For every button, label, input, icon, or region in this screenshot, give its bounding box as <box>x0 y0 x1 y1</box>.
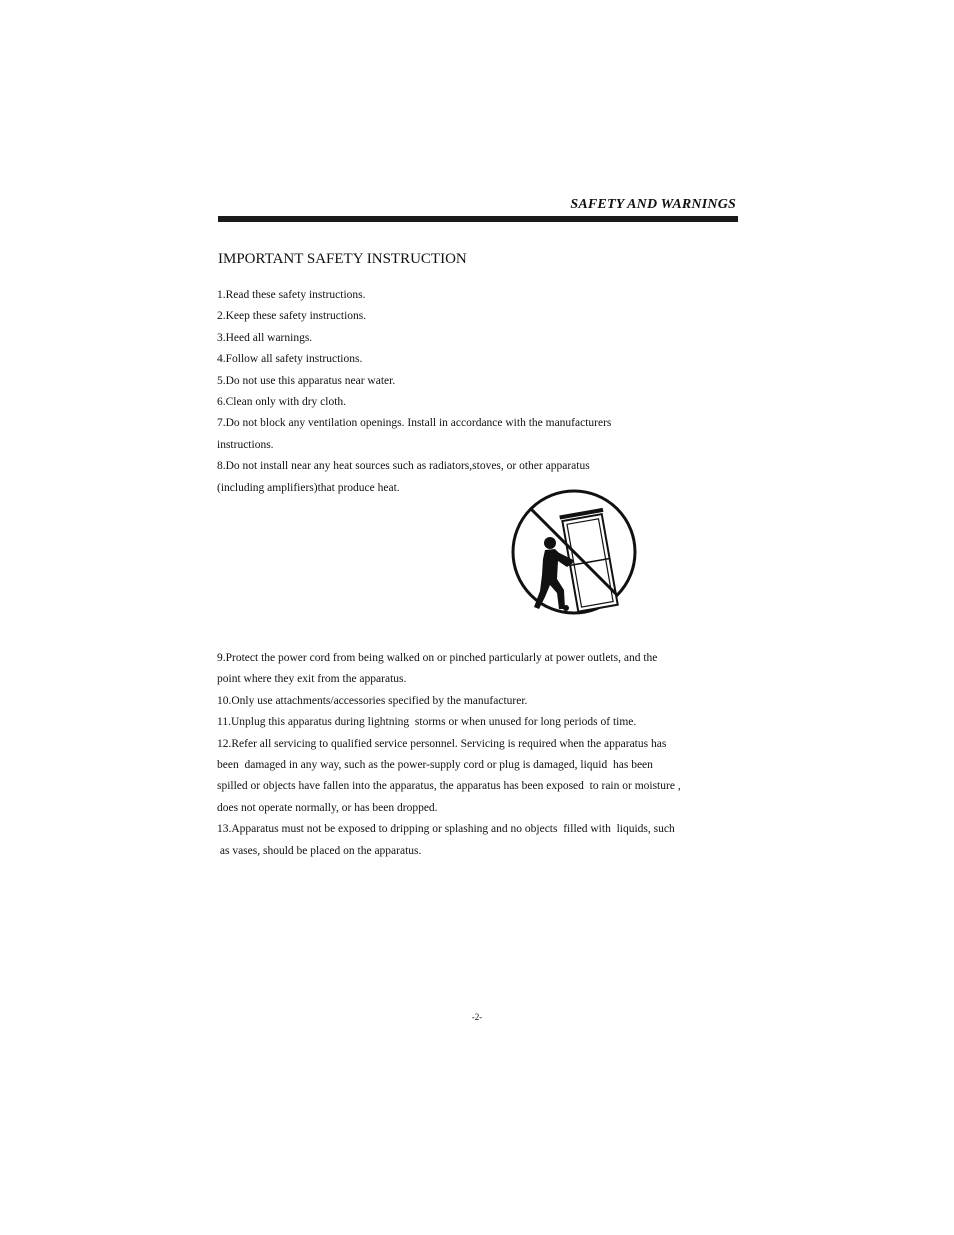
list-item: instructions. <box>217 438 274 451</box>
instruction-list-part2 <box>217 648 747 862</box>
list-item: spilled or objects have fallen into the apparatus, the apparatus has been exposed to rain or moisture , <box>217 780 681 793</box>
list-item: point where they exit from the apparatus. <box>217 673 407 686</box>
page-number: -2- <box>471 1012 483 1022</box>
instruction-list-part1 <box>217 285 747 499</box>
section-title: SAFETY AND WARNINGS <box>570 197 736 212</box>
list-item: 3.Heed all warnings. <box>217 331 313 344</box>
page-heading: IMPORTANT SAFETY INSTRUCTION <box>218 251 467 267</box>
list-item: 2.Keep these safety instructions. <box>217 310 367 323</box>
list-item: been damaged in any way, such as the power-supply cord or plug is damaged, liquid has been <box>217 759 653 772</box>
list-item: 8.Do not install near any heat sources such as radiators,stoves, or other apparatus <box>217 460 590 473</box>
list-item: 11.Unplug this apparatus during lightning storms or when unused for long periods of time. <box>217 716 637 729</box>
list-item: 1.Read these safety instructions. <box>217 289 366 301</box>
list-item: 10.Only use attachments/accessories specified by the manufacturer. <box>217 694 528 707</box>
list-item: 5.Do not use this apparatus near water. <box>217 374 396 387</box>
header-rule <box>218 216 738 222</box>
list-item: 6.Clean only with dry cloth. <box>217 396 347 409</box>
list-item: 13.Apparatus must not be exposed to dripping or splashing and no objects filled with liquids, such <box>217 823 675 836</box>
list-item: 7.Do not block any ventilation openings. Install in accordance with the manufacturers <box>217 417 612 430</box>
list-item: as vases, should be placed on the apparatus. <box>217 844 422 857</box>
list-item: 12.Refer all servicing to qualified service personnel. Servicing is required when the apparatus has <box>217 737 667 750</box>
list-item: does not operate normally, or has been dropped. <box>217 801 438 814</box>
list-item: (including amplifiers)that produce heat. <box>217 481 400 494</box>
list-item: 4.Follow all safety instructions. <box>217 353 363 366</box>
list-item: 9.Protect the power cord from being walked on or pinched particularly at power outlets, and the <box>217 652 658 664</box>
no-tipping-cart-icon <box>509 487 639 617</box>
